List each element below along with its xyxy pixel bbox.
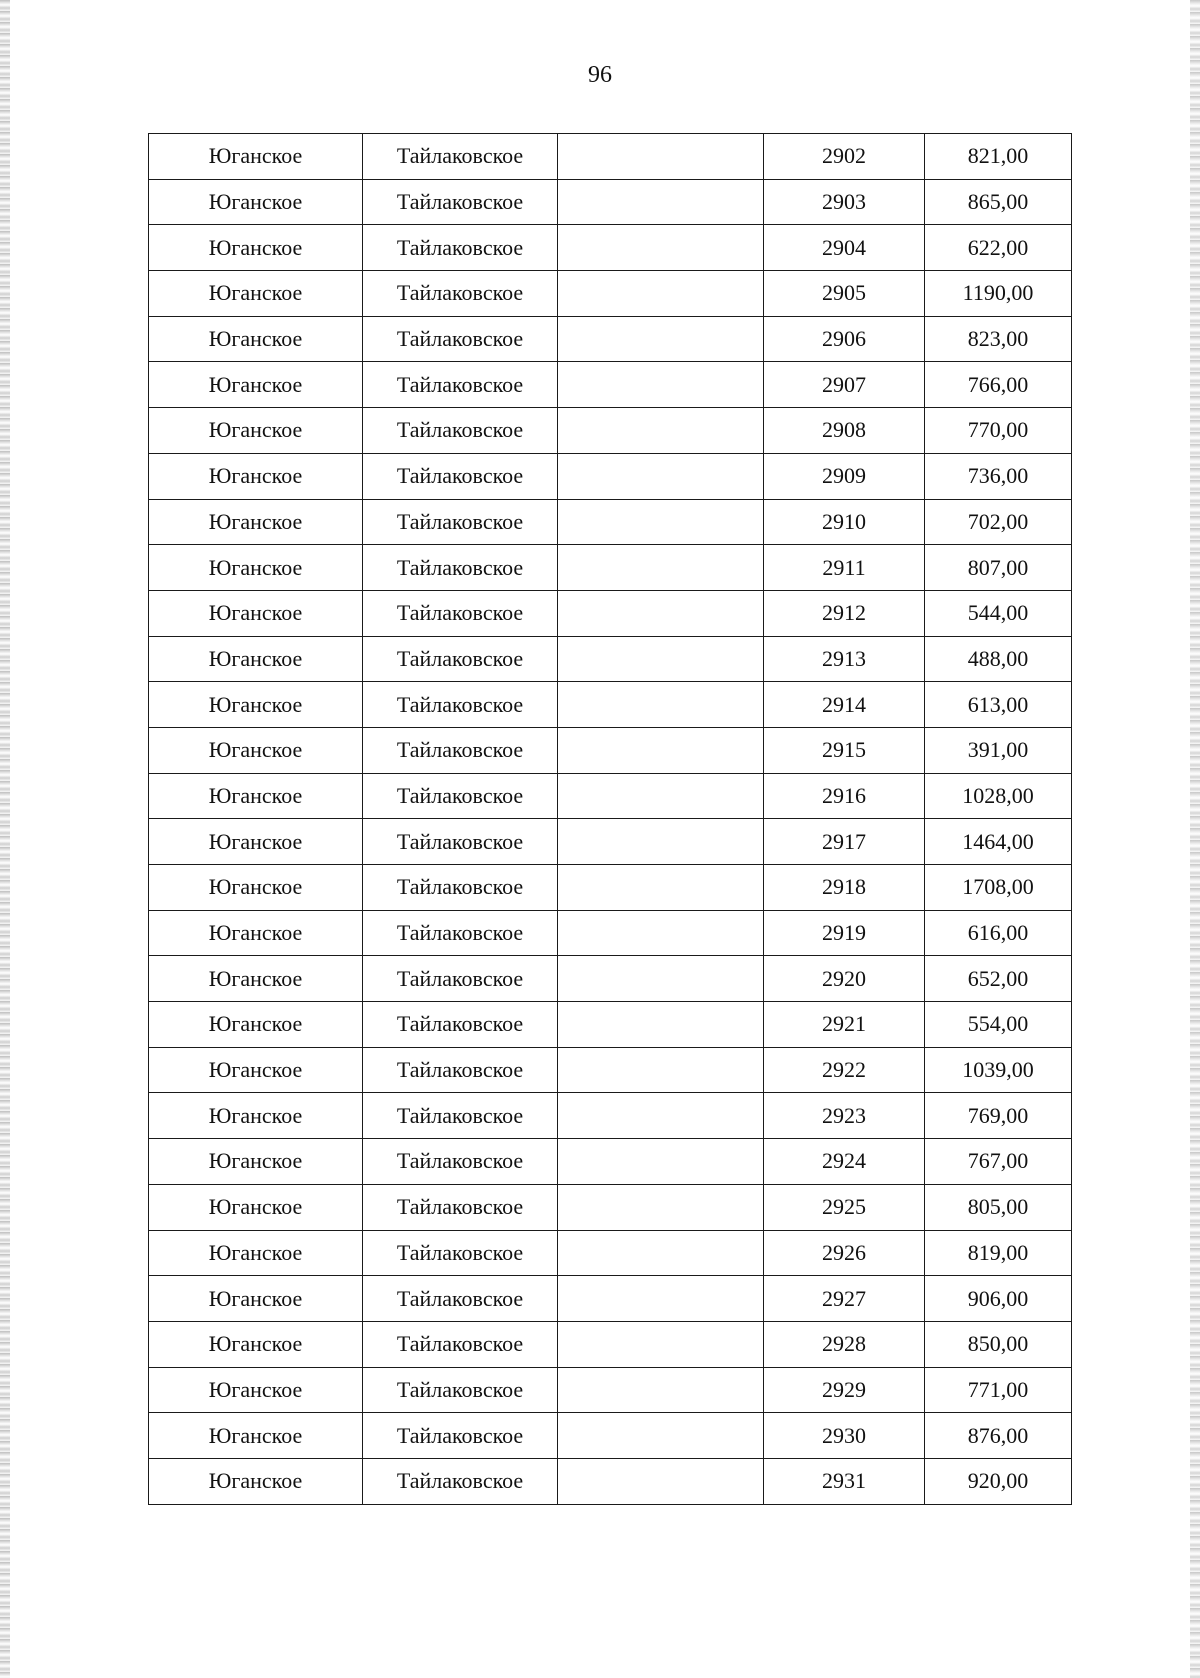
cell-field: Юганское	[149, 179, 363, 225]
cell-field: Юганское	[149, 956, 363, 1002]
cell-field: Юганское	[149, 134, 363, 180]
cell-number: 2914	[764, 682, 925, 728]
table-row	[149, 636, 1072, 682]
scan-edge-right	[1190, 0, 1200, 1678]
cell-value: 616,00	[925, 910, 1072, 956]
cell-number: 2906	[764, 316, 925, 362]
cell-number: 2911	[764, 545, 925, 591]
cell-number: 2912	[764, 590, 925, 636]
cell-note	[558, 636, 764, 682]
cell-number: 2913	[764, 636, 925, 682]
cell-area: Тайлаковское	[363, 499, 558, 545]
table-row	[149, 865, 1072, 911]
cell-value: 865,00	[925, 179, 1072, 225]
cell-note	[558, 773, 764, 819]
cell-area: Тайлаковское	[363, 179, 558, 225]
cell-area: Тайлаковское	[363, 1367, 558, 1413]
cell-note	[558, 590, 764, 636]
cell-area: Тайлаковское	[363, 134, 558, 180]
table-row	[149, 1139, 1072, 1185]
cell-value: 1708,00	[925, 865, 1072, 911]
cell-number: 2924	[764, 1139, 925, 1185]
cell-note	[558, 408, 764, 454]
cell-field: Юганское	[149, 408, 363, 454]
cell-note	[558, 727, 764, 773]
cell-number: 2905	[764, 271, 925, 317]
cell-field: Юганское	[149, 1184, 363, 1230]
cell-number: 2910	[764, 499, 925, 545]
cell-note	[558, 1276, 764, 1322]
cell-number: 2915	[764, 727, 925, 773]
cell-number: 2903	[764, 179, 925, 225]
cell-number: 2930	[764, 1413, 925, 1459]
cell-field: Юганское	[149, 773, 363, 819]
table-row	[149, 956, 1072, 1002]
cell-field: Юганское	[149, 1047, 363, 1093]
cell-note	[558, 179, 764, 225]
cell-value: 1190,00	[925, 271, 1072, 317]
table-row	[149, 727, 1072, 773]
cell-field: Юганское	[149, 362, 363, 408]
cell-note	[558, 362, 764, 408]
cell-field: Юганское	[149, 1230, 363, 1276]
cell-field: Юганское	[149, 1139, 363, 1185]
cell-value: 488,00	[925, 636, 1072, 682]
cell-value: 622,00	[925, 225, 1072, 271]
cell-area: Тайлаковское	[363, 545, 558, 591]
cell-field: Юганское	[149, 1458, 363, 1504]
cell-note	[558, 499, 764, 545]
table-row	[149, 362, 1072, 408]
cell-number: 2916	[764, 773, 925, 819]
cell-field: Юганское	[149, 1002, 363, 1048]
table-row	[149, 1002, 1072, 1048]
cell-field: Юганское	[149, 1093, 363, 1139]
cell-note	[558, 1093, 764, 1139]
cell-number: 2904	[764, 225, 925, 271]
cell-field: Юганское	[149, 682, 363, 728]
table-row	[149, 408, 1072, 454]
cell-field: Юганское	[149, 910, 363, 956]
cell-area: Тайлаковское	[363, 453, 558, 499]
cell-area: Тайлаковское	[363, 727, 558, 773]
cell-field: Юганское	[149, 453, 363, 499]
cell-value: 613,00	[925, 682, 1072, 728]
cell-area: Тайлаковское	[363, 271, 558, 317]
cell-number: 2918	[764, 865, 925, 911]
cell-field: Юганское	[149, 271, 363, 317]
cell-field: Юганское	[149, 819, 363, 865]
cell-number: 2927	[764, 1276, 925, 1322]
cell-area: Тайлаковское	[363, 636, 558, 682]
cell-area: Тайлаковское	[363, 1321, 558, 1367]
cell-area: Тайлаковское	[363, 1413, 558, 1459]
cell-value: 876,00	[925, 1413, 1072, 1459]
cell-note	[558, 545, 764, 591]
table-row	[149, 1230, 1072, 1276]
cell-note	[558, 134, 764, 180]
cell-value: 766,00	[925, 362, 1072, 408]
table-body	[149, 134, 1072, 1505]
table-row	[149, 225, 1072, 271]
cell-value: 821,00	[925, 134, 1072, 180]
cell-value: 1464,00	[925, 819, 1072, 865]
cell-number: 2907	[764, 362, 925, 408]
cell-area: Тайлаковское	[363, 1047, 558, 1093]
cell-note	[558, 1184, 764, 1230]
cell-area: Тайлаковское	[363, 865, 558, 911]
table-row	[149, 1458, 1072, 1504]
cell-area: Тайлаковское	[363, 682, 558, 728]
data-table	[148, 133, 1072, 1505]
table-row	[149, 316, 1072, 362]
cell-area: Тайлаковское	[363, 819, 558, 865]
cell-value: 391,00	[925, 727, 1072, 773]
table-row	[149, 134, 1072, 180]
page-number: 96	[588, 62, 612, 88]
cell-area: Тайлаковское	[363, 590, 558, 636]
cell-number: 2926	[764, 1230, 925, 1276]
cell-area: Тайлаковское	[363, 1139, 558, 1185]
cell-area: Тайлаковское	[363, 225, 558, 271]
cell-field: Юганское	[149, 1413, 363, 1459]
table-row	[149, 590, 1072, 636]
cell-area: Тайлаковское	[363, 362, 558, 408]
table-row	[149, 453, 1072, 499]
table-row	[149, 773, 1072, 819]
cell-note	[558, 1321, 764, 1367]
cell-value: 767,00	[925, 1139, 1072, 1185]
cell-area: Тайлаковское	[363, 316, 558, 362]
table-row	[149, 1093, 1072, 1139]
cell-number: 2922	[764, 1047, 925, 1093]
cell-value: 769,00	[925, 1093, 1072, 1139]
table-row	[149, 545, 1072, 591]
cell-area: Тайлаковское	[363, 1093, 558, 1139]
cell-value: 823,00	[925, 316, 1072, 362]
cell-value: 1028,00	[925, 773, 1072, 819]
table-row	[149, 910, 1072, 956]
cell-value: 544,00	[925, 590, 1072, 636]
cell-area: Тайлаковское	[363, 1184, 558, 1230]
table-row	[149, 271, 1072, 317]
cell-area: Тайлаковское	[363, 1276, 558, 1322]
cell-note	[558, 1367, 764, 1413]
scan-edge-left	[0, 0, 10, 1678]
cell-number: 2908	[764, 408, 925, 454]
cell-note	[558, 453, 764, 499]
table-row	[149, 1413, 1072, 1459]
cell-note	[558, 819, 764, 865]
cell-field: Юганское	[149, 590, 363, 636]
cell-value: 771,00	[925, 1367, 1072, 1413]
cell-area: Тайлаковское	[363, 408, 558, 454]
cell-area: Тайлаковское	[363, 956, 558, 1002]
table-row	[149, 1184, 1072, 1230]
cell-field: Юганское	[149, 636, 363, 682]
cell-area: Тайлаковское	[363, 1458, 558, 1504]
cell-number: 2920	[764, 956, 925, 1002]
cell-field: Юганское	[149, 499, 363, 545]
cell-field: Юганское	[149, 545, 363, 591]
cell-value: 770,00	[925, 408, 1072, 454]
table-row	[149, 1047, 1072, 1093]
cell-area: Тайлаковское	[363, 910, 558, 956]
cell-value: 819,00	[925, 1230, 1072, 1276]
table-row	[149, 819, 1072, 865]
cell-note	[558, 1047, 764, 1093]
cell-note	[558, 865, 764, 911]
cell-field: Юганское	[149, 1276, 363, 1322]
cell-field: Юганское	[149, 1367, 363, 1413]
cell-field: Юганское	[149, 727, 363, 773]
cell-field: Юганское	[149, 225, 363, 271]
cell-note	[558, 1458, 764, 1504]
table-row	[149, 499, 1072, 545]
cell-field: Юганское	[149, 316, 363, 362]
cell-note	[558, 1139, 764, 1185]
cell-number: 2931	[764, 1458, 925, 1504]
table-row	[149, 179, 1072, 225]
table-row	[149, 682, 1072, 728]
cell-number: 2929	[764, 1367, 925, 1413]
cell-note	[558, 1002, 764, 1048]
cell-value: 906,00	[925, 1276, 1072, 1322]
cell-number: 2902	[764, 134, 925, 180]
cell-number: 2909	[764, 453, 925, 499]
cell-value: 1039,00	[925, 1047, 1072, 1093]
cell-value: 736,00	[925, 453, 1072, 499]
table-row	[149, 1367, 1072, 1413]
table-row	[149, 1321, 1072, 1367]
cell-note	[558, 956, 764, 1002]
cell-value: 702,00	[925, 499, 1072, 545]
cell-value: 652,00	[925, 956, 1072, 1002]
cell-number: 2921	[764, 1002, 925, 1048]
cell-value: 554,00	[925, 1002, 1072, 1048]
cell-note	[558, 682, 764, 728]
cell-value: 850,00	[925, 1321, 1072, 1367]
table-row	[149, 1276, 1072, 1322]
cell-note	[558, 1413, 764, 1459]
cell-note	[558, 316, 764, 362]
cell-note	[558, 1230, 764, 1276]
cell-area: Тайлаковское	[363, 1230, 558, 1276]
cell-area: Тайлаковское	[363, 1002, 558, 1048]
cell-value: 805,00	[925, 1184, 1072, 1230]
cell-value: 807,00	[925, 545, 1072, 591]
cell-field: Юганское	[149, 865, 363, 911]
cell-field: Юганское	[149, 1321, 363, 1367]
cell-area: Тайлаковское	[363, 773, 558, 819]
cell-number: 2923	[764, 1093, 925, 1139]
cell-number: 2928	[764, 1321, 925, 1367]
cell-number: 2919	[764, 910, 925, 956]
cell-note	[558, 225, 764, 271]
cell-value: 920,00	[925, 1458, 1072, 1504]
cell-number: 2925	[764, 1184, 925, 1230]
cell-note	[558, 910, 764, 956]
cell-number: 2917	[764, 819, 925, 865]
cell-note	[558, 271, 764, 317]
